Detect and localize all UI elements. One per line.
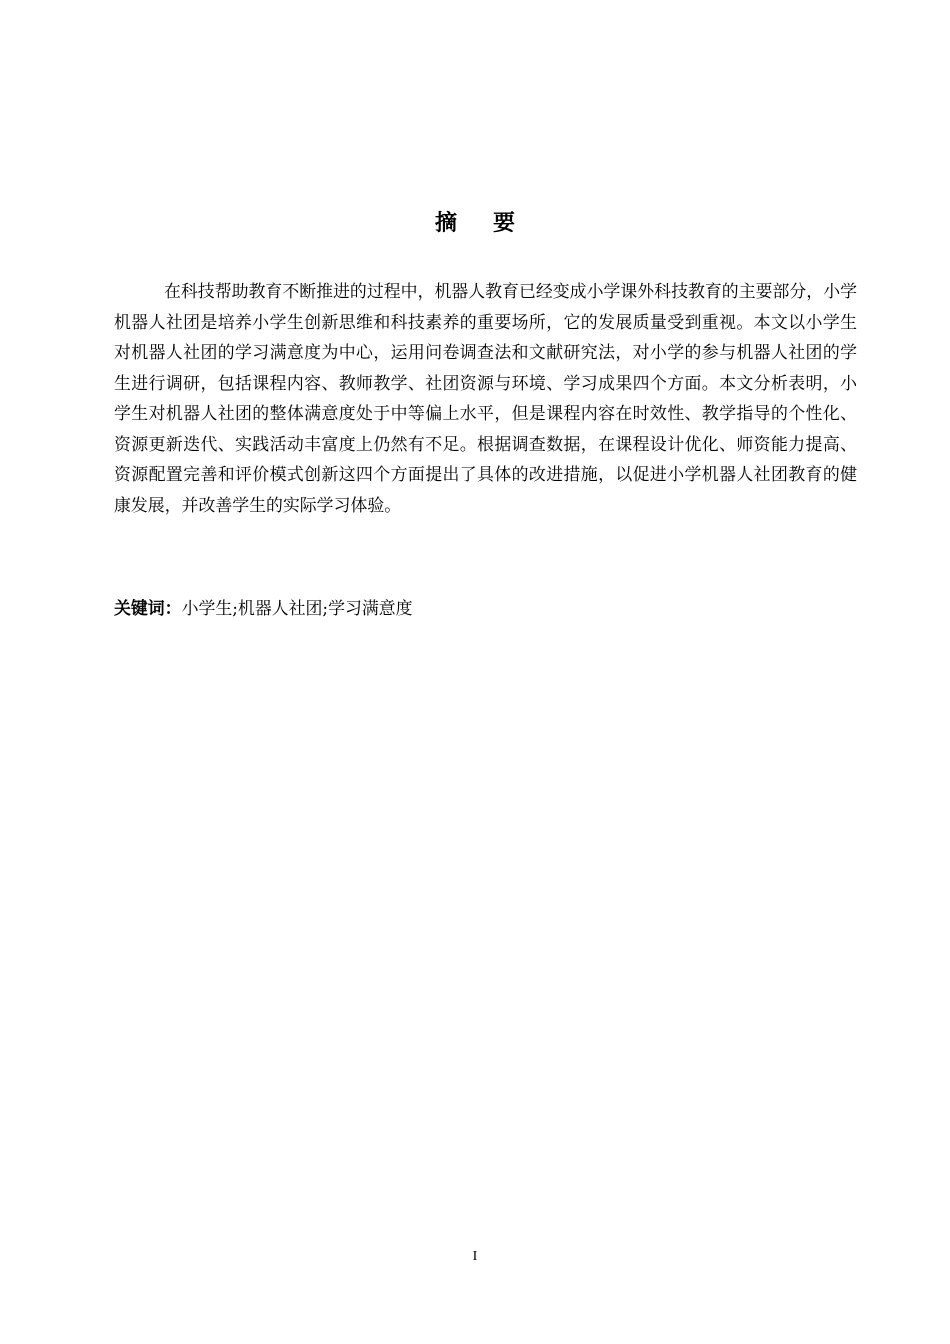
- keywords-text: 小学生;机器人社团;学习满意度: [181, 598, 413, 618]
- page-number: I: [472, 1249, 478, 1264]
- page-title: 摘要: [434, 211, 551, 236]
- keywords-line: [114, 594, 857, 622]
- abstract-paragraph: 在科技帮助教育不断推进的过程中，机器人教育已经变成小学课外科技教育的主要部分，小学机器人社团是培养小学生创新思维和科技素养的重要场所，它的发展质量受到重视。本文以小学生对机器人社团的学习满意度为中心，运用问卷调查法和文献研究法，对小学的参与机器人社团的学生进行调研，包括课程内容、教师教学、社团资源与环境、学习成果四个方面。本文分析表明，小学生对机器人社团的整体满意度处于中等偏上水平，但是课程内容在时效性、教学指导的个性化、资源更新迭代、实践活动丰富度上仍然有不足。根据调查数据，在课程设计优化、师资能力提高、资源配置完善和评价模式创新这四个方面提出了具体的改进措施，以促进小学机器人社团教育的健康发展，并改善学生的实际学习体验。: [114, 281, 857, 515]
- keywords-label: 关键词：: [114, 598, 182, 618]
